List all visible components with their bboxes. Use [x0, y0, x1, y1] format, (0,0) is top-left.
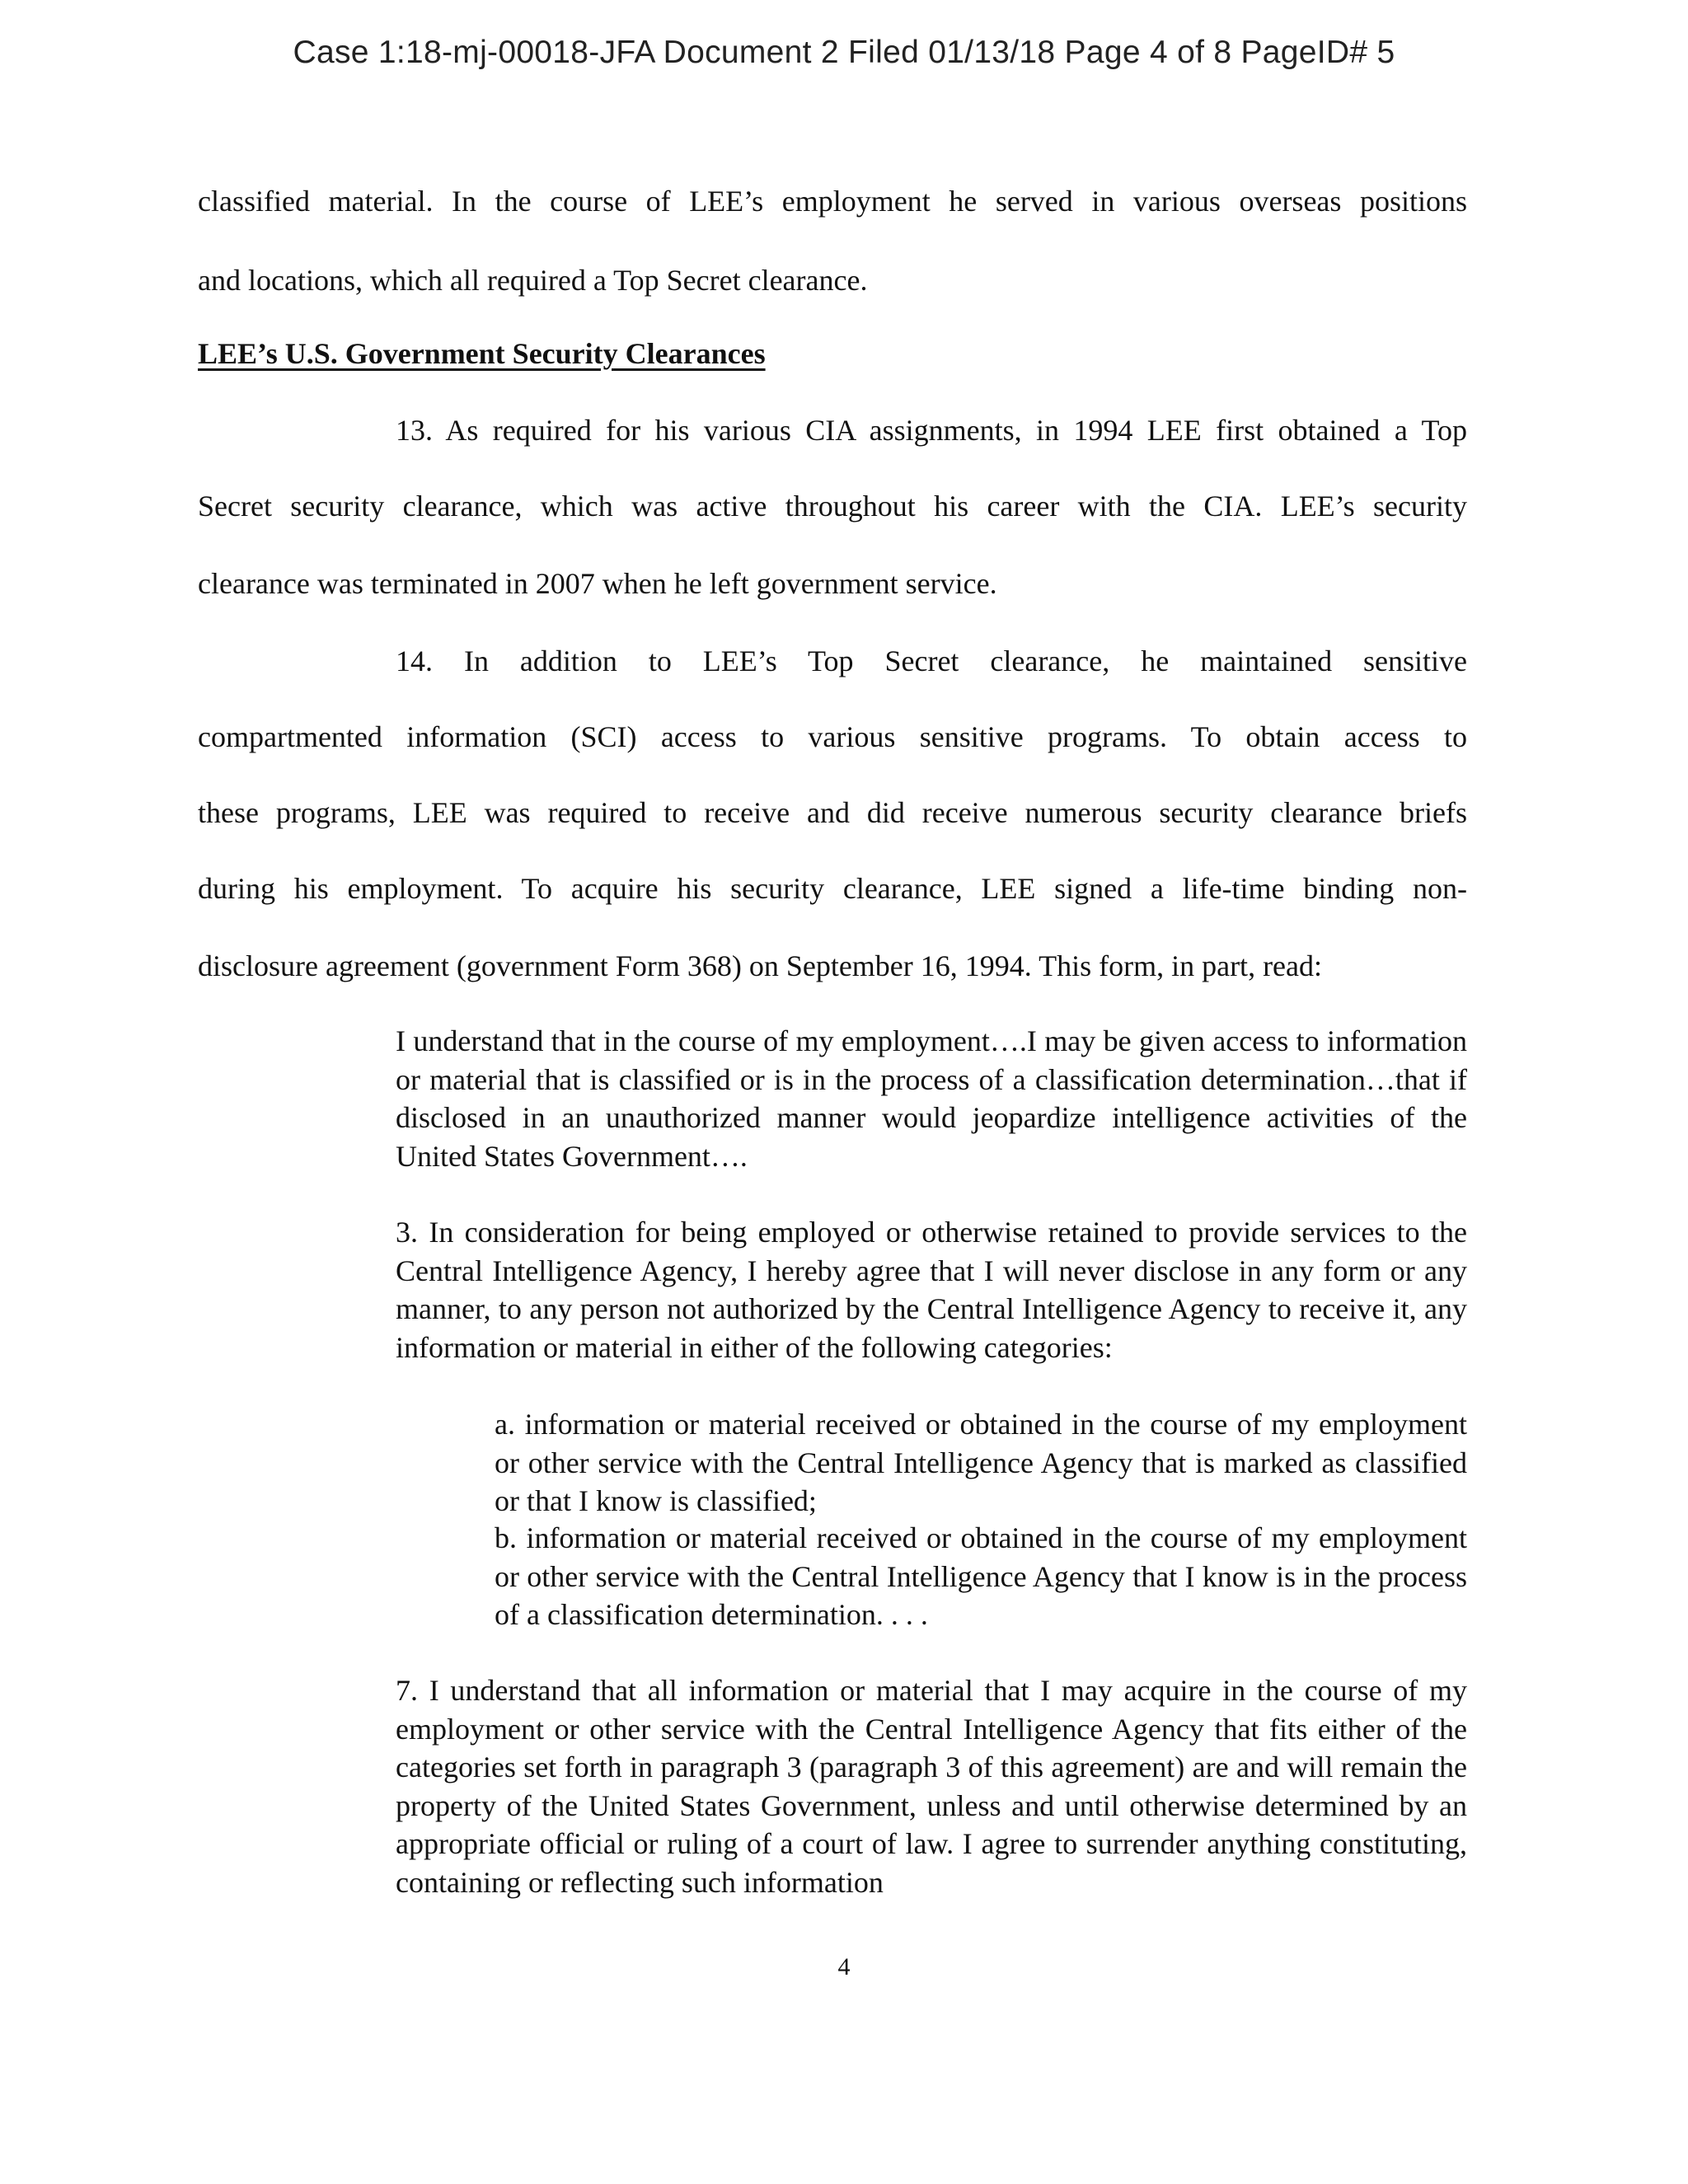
- paragraph-14-line: these programs, LEE was required to receive and did receive numerous security clearance briefs: [198, 796, 1467, 829]
- quoted-paragraph-7: 7. I understand that all information or material that I may acquire in the course of my employment or other service with the Central Intelligence Agency that fits either of the categories set forth in paragraph 3 (paragraph 3 of this agreement) are and will remain the property of the United States Government, unless and until otherwise determined by an appropriate official or ruling of a court of law. I agree to surrender anything constituting, containing or reflecting such information: [396, 1674, 1467, 1899]
- intro-line: and locations, which all required a Top Secret clearance.: [198, 264, 868, 297]
- paragraph-14-line: compartmented information (SCI) access to various sensitive programs. To obtain access to: [198, 720, 1467, 753]
- section-heading: LEE’s U.S. Government Security Clearances: [198, 337, 766, 370]
- quoted-item-b: b. information or material received or obtained in the course of my employment or other service with the Central Intelligence Agency that I know is in the process of a classification determination. . . .: [495, 1521, 1467, 1631]
- intro-line: classified material. In the course of LEE’s employment he served in various overseas positions: [198, 185, 1467, 218]
- paragraph-14-line: 14. In addition to LEE’s Top Secret clearance, he maintained sensitive: [396, 644, 1467, 677]
- quoted-block: I understand that in the course of my employment….I may be given access to information or material that is classified or is in the process of a classification determination…that if disclosed in an unauthorized manner would jeopardize intelligence activities of the United States Government….: [396, 1024, 1467, 1173]
- page-number: 4: [837, 1953, 851, 1980]
- paragraph-13-line: Secret security clearance, which was active throughout his career with the CIA. LEE’s security: [198, 490, 1467, 523]
- quoted-item-a: a. information or material received or obtained in the course of my employment or other service with the Central Intelligence Agency that is marked as classified or that I know is classified;: [495, 1408, 1467, 1517]
- paragraph-14-line: disclosure agreement (government Form 368) on September 16, 1994. This form, in part, read:: [198, 949, 1323, 982]
- paragraph-13-line: clearance was terminated in 2007 when he left government service.: [198, 567, 997, 600]
- paragraph-14-line: during his employment. To acquire his security clearance, LEE signed a life-time binding non-: [198, 872, 1467, 905]
- case-header: Case 1:18-mj-00018-JFA Document 2 Filed 01/13/18 Page 4 of 8 PageID# 5: [293, 35, 1395, 70]
- paragraph-13-line: 13. As required for his various CIA assignments, in 1994 LEE first obtained a Top: [396, 414, 1467, 447]
- quoted-paragraph-3: 3. In consideration for being employed or otherwise retained to provide services to the Central Intelligence Agency, I hereby agree that I will never disclose in any form or any manner, to any person not authorized by the Central Intelligence Agency to receive it, any information or material in either of the following categories:: [396, 1216, 1467, 1364]
